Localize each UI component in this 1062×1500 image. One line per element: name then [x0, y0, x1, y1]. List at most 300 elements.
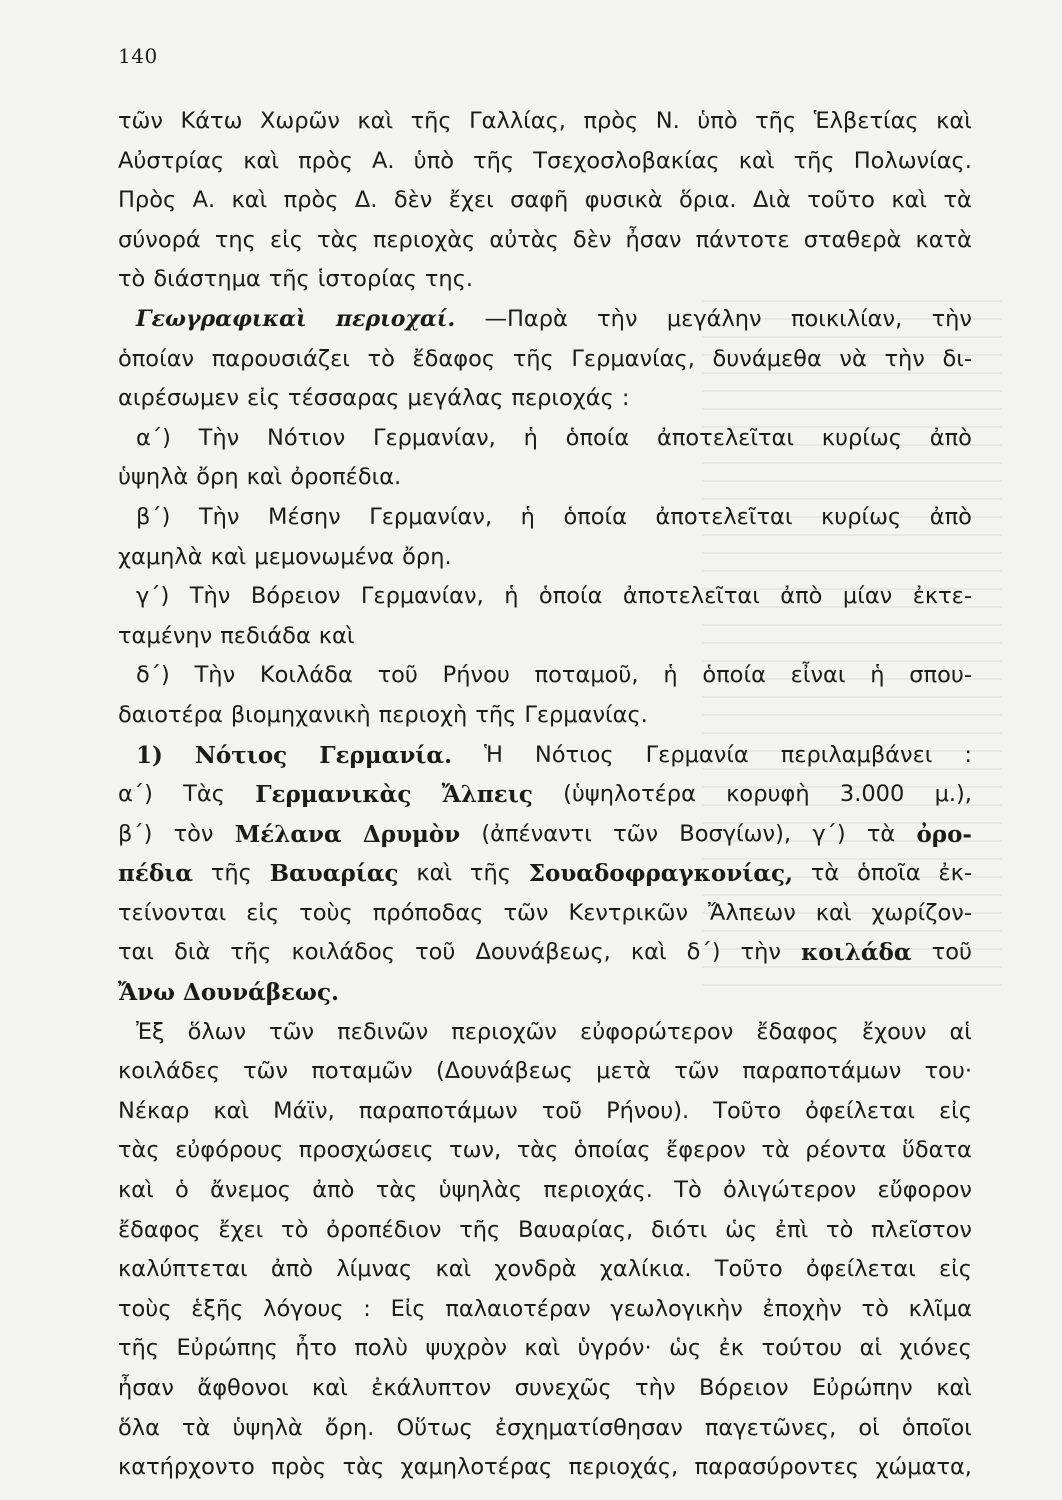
word: τὰς — [118, 1137, 160, 1164]
word: τούτου — [761, 1335, 843, 1362]
word: (Δουνάβεως — [435, 1058, 573, 1085]
word: τοὺς — [299, 899, 353, 926]
word: 1) — [136, 741, 163, 769]
word: 3.000 — [839, 781, 905, 808]
word: καὶ — [416, 860, 453, 887]
word: αἱ — [949, 1018, 972, 1045]
text-line — [118, 102, 972, 142]
word: εἰς — [270, 226, 303, 253]
word: Τοῦτο — [714, 1256, 783, 1283]
word: Γερμανίαν, — [369, 503, 493, 530]
word: τὰ — [182, 1414, 211, 1441]
word: δὲν — [572, 226, 612, 253]
page-number: 140 — [118, 44, 158, 68]
word: τῶν — [613, 820, 659, 847]
word: α΄) — [118, 781, 153, 808]
word: καὶ — [311, 1375, 348, 1401]
word: ἡ — [870, 662, 885, 689]
word: παρασύροντες — [694, 1454, 859, 1481]
text-line — [118, 142, 972, 182]
word: Σουαδοφραγκονίας, — [528, 860, 794, 888]
word: : — [964, 741, 972, 768]
word: Ἄνω — [118, 979, 175, 1007]
word: κατήρχοντο — [118, 1454, 255, 1481]
word: κλῖμα — [908, 1295, 972, 1322]
text-line — [118, 1052, 972, 1092]
word: τῆς — [512, 345, 554, 372]
word: περιοχαί. — [335, 305, 456, 332]
word: χώματα, — [875, 1454, 972, 1481]
word: κορυφὴ — [726, 781, 810, 808]
word: πεδιάδα — [220, 622, 311, 649]
word: περιοχάς. — [543, 1177, 653, 1204]
word: τὰς — [375, 1177, 418, 1204]
word: Μέσην — [268, 503, 341, 530]
word: καὶ — [357, 108, 394, 134]
word: τὰς — [516, 1137, 559, 1164]
word: ἡ — [523, 424, 538, 451]
word: χαμηλὰ — [118, 543, 203, 570]
word: καὶ — [246, 464, 283, 491]
word: καὶ — [231, 187, 268, 214]
word: ὡς — [725, 1216, 758, 1243]
word: αἱ — [859, 1335, 883, 1362]
word: σταθερὰ — [803, 226, 902, 253]
word: ἐκ- — [938, 860, 972, 887]
word: Ἄλπεων — [708, 899, 796, 926]
word: ὑψηλὰ — [232, 1414, 303, 1441]
word: πέδια — [118, 860, 193, 888]
text-line — [118, 1369, 972, 1409]
word: αιρέσωμεν — [118, 385, 240, 412]
word: εἰς — [247, 385, 281, 412]
word: των, — [449, 1137, 502, 1164]
word: αὐτὰς — [489, 226, 559, 253]
word: διὰ — [174, 939, 211, 966]
word: καὶ — [318, 622, 355, 649]
word: καὶ — [891, 187, 928, 214]
word: τῆς — [475, 701, 517, 728]
word: τῆς — [755, 108, 797, 134]
text-line — [118, 379, 972, 419]
word: κοιλάδα — [801, 939, 912, 967]
text-line — [118, 1448, 972, 1488]
word: Δρυμὸν — [362, 820, 461, 848]
word: ἀποτελεῖται — [655, 503, 793, 530]
word: τοῦ — [377, 662, 418, 689]
word: Γερμανίας, — [571, 345, 695, 372]
word: ὑγρόν· — [577, 1335, 652, 1362]
word: ὁποία — [538, 583, 603, 610]
word: Κοιλάδα — [259, 662, 353, 689]
word: κατὰ — [915, 226, 972, 253]
word: ὑψηλὰ — [118, 464, 189, 491]
word: τὰ — [943, 187, 972, 214]
text-line — [118, 894, 972, 934]
word: τῆς — [118, 1335, 160, 1362]
word: τοῦ — [931, 939, 972, 966]
word: ὁποία — [702, 662, 766, 689]
text-line — [118, 775, 972, 815]
word: περιοχάς — [511, 385, 614, 412]
word: τὰ — [761, 1137, 790, 1164]
word: Γερμανίας. — [524, 701, 648, 728]
word: ὀρο- — [916, 820, 972, 848]
word: Εὐρώπης — [176, 1335, 278, 1362]
word: καὶ — [210, 543, 247, 570]
word: ἑξῆς — [191, 1295, 244, 1322]
word: Τὴν — [198, 424, 240, 451]
word: Γερμανία. — [319, 741, 453, 769]
word: ὀφείλεται — [805, 1256, 916, 1283]
word: Τὴν — [189, 583, 231, 610]
word: δ΄) — [136, 662, 170, 689]
word: Βοσγίων), — [679, 820, 792, 847]
word: ἄφθονοι — [197, 1375, 289, 1401]
word: φυσικὰ — [584, 187, 663, 214]
word: σύνορά — [118, 226, 201, 253]
word: τὰς — [317, 226, 359, 253]
word: διότι — [650, 1216, 708, 1243]
word: περιοχάς, — [568, 1454, 679, 1481]
word: Κάτω — [180, 108, 243, 134]
word: τοῦ — [541, 1097, 583, 1124]
word: τῆς — [410, 108, 452, 134]
word: παρουσιάζει — [211, 345, 350, 372]
text-line — [118, 577, 972, 617]
word: ἀπὸ — [780, 583, 823, 610]
word: τέσσαρας — [288, 385, 400, 412]
word: Εἰς — [390, 1295, 426, 1322]
word: περιοχῶν — [451, 1018, 557, 1045]
word: περιοχὴ — [378, 701, 468, 728]
word: τῆς — [230, 939, 272, 966]
word: καὶ — [435, 1256, 472, 1283]
text-line — [118, 458, 972, 498]
word: ἄνεμος — [210, 1177, 291, 1204]
word: λίμνας — [336, 1256, 413, 1283]
word: μεγάλας — [407, 385, 504, 412]
word: ἐκ — [718, 1335, 745, 1362]
word: ἦσαν — [625, 226, 682, 253]
word: ὑψηλὰς — [438, 1177, 523, 1204]
word: τὸν — [173, 820, 214, 847]
word: εἰς — [938, 1256, 972, 1283]
word: ἐποχὴν — [762, 1295, 842, 1322]
word: ὅρια. — [678, 187, 737, 214]
word: ἱστορίας — [317, 266, 417, 293]
word: Δουνάβεως, — [475, 939, 611, 966]
word: ἀπὸ — [270, 1256, 314, 1283]
word: Πρὸς — [118, 187, 177, 214]
word: ται — [118, 939, 154, 966]
word: ὁποίας — [573, 1137, 651, 1164]
word: τῆς — [793, 147, 835, 174]
text-line — [118, 1329, 972, 1369]
word: τὴν — [931, 305, 972, 332]
word: Τὴν — [194, 662, 236, 689]
word: Βαυαρίας, — [518, 1216, 634, 1243]
word: σπου- — [909, 662, 972, 689]
word: τὸ — [367, 345, 395, 372]
word: μ.), — [934, 781, 972, 808]
word: τοῦτο — [807, 187, 875, 214]
word: τῆς — [210, 860, 252, 887]
word: Γαλλίας, — [469, 108, 566, 134]
word: καὶ — [118, 1177, 154, 1204]
word: του· — [924, 1058, 972, 1085]
word: κυρίως — [821, 424, 902, 451]
text-line — [118, 656, 972, 696]
word: εὔφορον — [877, 1177, 972, 1204]
word: Νέκαρ — [118, 1097, 190, 1124]
word: κοιλάδες — [118, 1058, 220, 1085]
word: βιομηχανικὴ — [230, 701, 371, 728]
word: μεμονωμένα — [254, 543, 395, 570]
word: ἀπὸ — [929, 424, 972, 451]
word: ἔφερον — [666, 1137, 746, 1164]
word: (ἀπέναντι — [481, 820, 592, 847]
word: ἐπὶ — [774, 1216, 809, 1243]
word: περιλαμβάνει — [780, 741, 933, 768]
word: Διὰ — [753, 187, 791, 214]
text-line — [118, 1290, 972, 1330]
word: ὄρη. — [324, 1414, 375, 1441]
text-line — [118, 696, 972, 736]
word: ἦτο — [295, 1335, 337, 1362]
word: Δ. — [354, 187, 378, 214]
word: χονδρὰ — [494, 1256, 577, 1283]
word: μεγάλην — [666, 305, 762, 332]
word: Πολωνίας. — [853, 147, 972, 174]
text-line — [118, 340, 972, 380]
word: νὰ — [839, 345, 867, 372]
word: Γεωγραφικαὶ — [136, 305, 307, 332]
word: ὑπὸ — [697, 108, 738, 134]
word: ὡς — [669, 1335, 702, 1362]
word: καὶ — [630, 939, 667, 966]
word: καὶ — [213, 1097, 250, 1124]
word: παγετῶνες, — [704, 1414, 837, 1441]
text-line — [118, 1250, 972, 1290]
word: ἀποτελεῖται — [622, 583, 760, 610]
word: Κεντρικῶν — [568, 899, 689, 926]
word: ἀποτελεῖται — [657, 424, 794, 451]
word: ρέοντα — [805, 1137, 887, 1164]
word: ψυχρὸν — [425, 1335, 507, 1362]
word: ὀροπέδιον — [326, 1216, 442, 1243]
word: Γερμανίαν, — [372, 424, 496, 451]
word: εὐφορώτερον — [580, 1018, 734, 1045]
word: β΄) — [118, 820, 153, 847]
word: Εὐρώπην — [812, 1375, 913, 1401]
word: Τὰς — [183, 781, 225, 808]
word: καὶ — [936, 108, 972, 134]
word: διάστημα — [153, 266, 261, 293]
word: ἡ — [663, 662, 678, 689]
word: πεδινῶν — [337, 1018, 429, 1045]
text-line — [118, 1211, 972, 1251]
word: Νότιος — [194, 741, 288, 769]
word: —Παρὰ — [484, 305, 568, 332]
word: Ἄλπεις — [441, 781, 533, 809]
word: ὁποῖοι — [901, 1414, 972, 1441]
word: ποταμῶν — [311, 1058, 413, 1085]
word: καλύπτεται — [118, 1256, 248, 1283]
word: της. — [424, 266, 474, 293]
text-line — [118, 260, 972, 300]
text-line — [118, 181, 972, 221]
word: γ΄) — [136, 583, 170, 610]
word: ὅλα — [118, 1414, 160, 1441]
word: πρὸς — [271, 1454, 327, 1481]
word: καὶ — [738, 147, 775, 174]
word: γεωλογικὴν — [610, 1295, 743, 1322]
word: Γερμανία — [645, 741, 749, 768]
word: ποικιλίαν, — [790, 305, 903, 332]
word: εἶναι — [790, 662, 846, 689]
word: Τὴν — [198, 503, 240, 530]
text-line — [118, 300, 972, 340]
word: ποταμοῦ, — [534, 662, 639, 689]
text-line — [118, 973, 972, 1013]
text-line — [118, 1092, 972, 1132]
text-line — [118, 538, 972, 578]
word: ταμένην — [118, 622, 213, 649]
word: πρὸς — [583, 108, 639, 134]
word: Αὐστρίας — [118, 147, 225, 174]
word: ἀπὸ — [312, 1177, 355, 1204]
word: Τοῦτο — [713, 1097, 782, 1124]
word: ἔχει — [218, 1216, 264, 1243]
word: τῶν — [674, 1058, 720, 1085]
word: ἀπὸ — [929, 503, 972, 530]
word: τῆς — [459, 1216, 501, 1243]
word: β΄) — [136, 503, 171, 530]
word: πρὸς — [298, 147, 353, 174]
word: ὁποία — [565, 424, 630, 451]
word: Ρήνου — [442, 662, 510, 689]
word: καὶ — [815, 899, 852, 926]
word: κυρίως — [820, 503, 902, 530]
word: χαμηλοτέρας — [400, 1454, 553, 1481]
word: τὴν — [884, 345, 925, 372]
word: πάντοτε — [695, 226, 790, 253]
word: ἔδαφος — [756, 1018, 839, 1045]
word: δι- — [942, 345, 972, 372]
word: λόγους — [263, 1295, 344, 1322]
text-line — [118, 815, 972, 855]
word: ὁποίαν — [118, 345, 195, 372]
text-line — [118, 1131, 972, 1171]
word: ὀφείλεται — [805, 1097, 915, 1124]
text-line — [118, 1171, 972, 1211]
text-line — [118, 933, 972, 973]
word: ὅλων — [187, 1018, 247, 1045]
word: ὄρη — [196, 464, 239, 491]
word: Μέλανα — [234, 820, 342, 848]
word: : — [621, 385, 630, 412]
word: δὲν — [393, 187, 433, 214]
text-line — [118, 736, 972, 776]
text-line — [118, 419, 972, 459]
word: ἔχουν — [861, 1018, 927, 1045]
word: εἰς — [939, 1097, 972, 1124]
word: Α. — [192, 187, 216, 214]
word: τῆς — [268, 266, 310, 293]
word: τὰ — [866, 820, 896, 847]
word: τὸ — [861, 1295, 889, 1322]
word: τοῦ — [415, 939, 456, 966]
word: κοιλάδος — [291, 939, 395, 966]
word: τὴν — [635, 1375, 676, 1401]
word: ὄρη. — [402, 543, 452, 570]
word: ὁποῖα — [857, 860, 921, 887]
word: Τὸ — [674, 1177, 702, 1204]
word: Βαυαρίας — [269, 860, 399, 888]
word: Δουνάβεως. — [182, 979, 339, 1007]
word: πρόποδας — [372, 899, 484, 926]
word: Τσεχοσλοβακίας — [533, 147, 720, 174]
word: εἰς — [246, 899, 280, 926]
word: ἐκάλυπτον — [371, 1375, 492, 1401]
word: γ΄) — [812, 820, 846, 847]
word: τῶν — [269, 1018, 315, 1045]
word: οἱ — [858, 1414, 880, 1441]
word: (ὑψηλοτέρα — [563, 781, 696, 808]
word: ὀλιγώτερον — [723, 1177, 857, 1204]
word: Γερμανίαν, — [360, 583, 484, 610]
word: Ρήνου). — [606, 1097, 690, 1124]
word: τῆς — [469, 860, 511, 887]
word: σαφῆ — [510, 187, 569, 214]
word: Ἡ — [484, 741, 503, 768]
word: ἐκτε- — [912, 583, 972, 610]
text-line — [118, 617, 972, 657]
word: ὀροπέδια. — [290, 464, 402, 491]
word: ἔδαφος — [118, 1216, 201, 1243]
word: Βόρειον — [698, 1375, 789, 1401]
word: εὐφόρους — [175, 1137, 284, 1164]
word: ὁ — [175, 1177, 189, 1204]
word: Μάϊν, — [273, 1097, 335, 1124]
word: τὴν — [597, 305, 638, 332]
word: Νότιον — [267, 424, 346, 451]
text-line — [118, 854, 972, 894]
word: ἔχει — [448, 187, 494, 214]
word: τῆς — [473, 147, 515, 174]
word: Γερμανικὰς — [255, 781, 412, 809]
word: ὕδατα — [901, 1137, 972, 1164]
word: παλαιοτέραν — [445, 1295, 591, 1322]
word: ἡ — [520, 503, 535, 530]
word: παραποτάμων — [358, 1097, 518, 1124]
word: : — [363, 1295, 371, 1322]
word: μετὰ — [596, 1058, 651, 1085]
word: ἐσχηματίσθησαν — [494, 1414, 683, 1441]
word: της — [214, 226, 256, 253]
word: Βόρειον — [250, 583, 341, 610]
word: δυνάμεθα — [712, 345, 822, 372]
word: περιοχὰς — [372, 226, 476, 253]
word: Α. — [372, 147, 395, 174]
word: Οὕτως — [396, 1414, 473, 1441]
word: χαλίκια. — [599, 1256, 692, 1283]
word: πλεῖστον — [871, 1216, 972, 1243]
word: ἡ — [504, 583, 519, 610]
word: πολὺ — [354, 1335, 408, 1362]
text-line — [118, 1013, 972, 1053]
